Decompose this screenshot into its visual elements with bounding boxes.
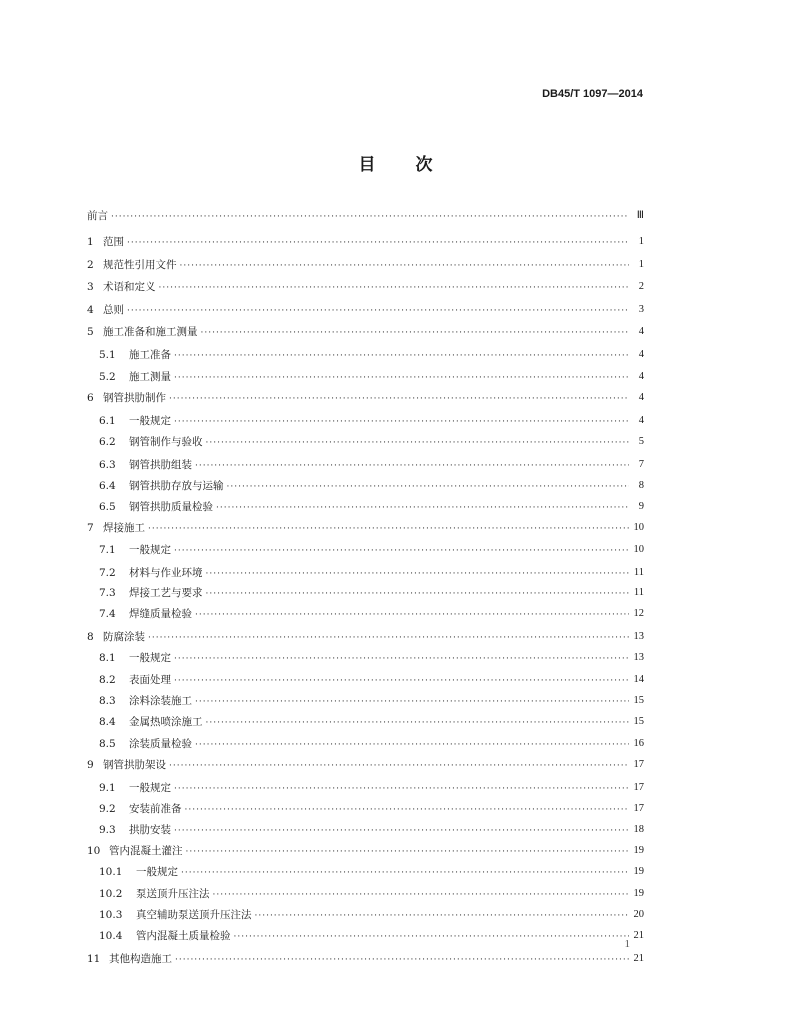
toc-entry-number: 10.2 (99, 888, 123, 900)
toc-entry[interactable] (87, 274, 644, 294)
toc-entry-number: 7.1 (99, 544, 116, 556)
toc-entry-number: 2 (87, 259, 94, 271)
toc-subentry[interactable] (87, 688, 644, 708)
toc-entry-label: 其他构造施工 (109, 953, 172, 965)
toc-entry-number: 6.4 (99, 480, 116, 492)
document-code: DB45/T 1097—2014 (542, 88, 643, 100)
toc-entry-page: Ⅲ (636, 210, 644, 221)
toc-entry-page: 11 (633, 587, 644, 598)
toc-entry-label: 表面处理 (129, 674, 171, 686)
toc-leader-dots (255, 910, 630, 922)
toc-entry-page: 21 (633, 953, 644, 964)
toc-leader-dots (206, 437, 630, 449)
toc-leader-dots (206, 568, 630, 580)
toc-entry[interactable] (87, 838, 644, 858)
toc-entry-number: 7.4 (99, 608, 116, 620)
toc-subentry[interactable] (87, 817, 644, 837)
toc-entry-page: 19 (633, 888, 644, 899)
toc-leader-dots (111, 211, 629, 223)
toc-entry-number: 10.3 (99, 909, 123, 921)
toc-subentry[interactable] (87, 429, 644, 449)
toc-leader-dots (148, 632, 629, 644)
toc-entry-page: 20 (633, 909, 644, 920)
toc-subentry[interactable] (87, 452, 644, 472)
toc-entry-number: 8 (87, 631, 94, 643)
toc-entry-page: 19 (633, 845, 644, 856)
toc-subentry[interactable] (87, 364, 644, 384)
toc-entry-number: 7 (87, 522, 94, 534)
toc-subentry[interactable] (87, 580, 644, 600)
toc-leader-dots (159, 282, 630, 294)
toc-entry-number: 6.3 (99, 459, 116, 471)
toc-entry-number: 8.5 (99, 738, 116, 750)
toc-entry[interactable] (87, 515, 644, 535)
toc-leader-dots (127, 237, 629, 249)
toc-entry-page: 19 (633, 866, 644, 877)
toc-entry-number: 10.4 (99, 930, 123, 942)
toc-entry-label: 术语和定义 (103, 281, 156, 293)
toc-leader-dots (175, 954, 629, 966)
toc-entry-label: 泵送顶升压注法 (136, 888, 210, 900)
toc-entry-number: 8.2 (99, 674, 116, 686)
toc-leader-dots (206, 588, 630, 600)
toc-entry-number: 10.1 (99, 866, 123, 878)
toc-subentry[interactable] (87, 902, 644, 922)
toc-entry-number: 5.1 (99, 349, 116, 361)
toc-leader-dots (174, 416, 629, 428)
toc-leader-dots (174, 350, 629, 362)
toc-entry-label: 施工准备 (129, 349, 171, 361)
toc-leader-dots (206, 717, 630, 729)
toc-leader-dots (213, 889, 630, 901)
title-char-2: 次 (415, 155, 433, 175)
toc-entry-label: 前言 (87, 210, 108, 222)
toc-entry-page: 3 (638, 304, 644, 315)
toc-entry[interactable] (87, 229, 644, 249)
toc-entry-page: 4 (638, 326, 644, 337)
toc-entry-label: 钢管拱肋存放与运输 (129, 480, 224, 492)
toc-entry-number: 3 (87, 281, 94, 293)
toc-entry-page: 4 (638, 415, 644, 426)
toc-entry-page: 21 (633, 930, 644, 941)
toc-entry-label: 安装前准备 (129, 803, 182, 815)
toc-leader-dots (174, 545, 629, 557)
toc-entry-page: 12 (633, 608, 644, 619)
toc-entry-page: 5 (638, 436, 644, 447)
toc-leader-dots (169, 760, 629, 772)
toc-entry-number: 8.3 (99, 695, 116, 707)
toc-entry-label: 焊接施工 (103, 522, 145, 534)
toc-entry-label: 施工测量 (129, 371, 171, 383)
toc-subentry[interactable] (87, 473, 644, 493)
toc-entry-label: 钢管制作与验收 (129, 436, 203, 448)
toc-leader-dots (181, 867, 629, 879)
toc-entry-label: 管内混凝土灌注 (109, 845, 183, 857)
toc-subentry[interactable] (87, 923, 644, 943)
toc-leader-dots (234, 931, 630, 943)
toc-entry-label: 一般规定 (129, 652, 171, 664)
toc-subentry[interactable] (87, 796, 644, 816)
toc-subentry[interactable] (87, 709, 644, 729)
toc-entry-page: 18 (633, 824, 644, 835)
toc-entry-label: 涂装质量检验 (129, 738, 192, 750)
toc-entry-label: 一般规定 (129, 415, 171, 427)
toc-entry-label: 一般规定 (136, 866, 178, 878)
toc-subentry[interactable] (87, 775, 644, 795)
toc-entry-page: 17 (633, 803, 644, 814)
toc-leader-dots (148, 523, 629, 535)
toc-entry-page: 10 (633, 522, 644, 533)
toc-entry-label: 材料与作业环境 (129, 567, 203, 579)
toc-subentry[interactable] (87, 881, 644, 901)
toc-entry-number: 1 (87, 236, 94, 248)
toc-entry-page: 4 (638, 349, 644, 360)
toc-subentry[interactable] (87, 560, 644, 580)
toc-entry-page: 1 (638, 259, 644, 270)
toc-entry-page: 15 (633, 695, 644, 706)
page-title (0, 150, 791, 175)
toc-entry-number: 5 (87, 326, 94, 338)
toc-entry-page: 13 (633, 631, 644, 642)
toc-entry-page: 13 (633, 652, 644, 663)
toc-subentry[interactable] (87, 408, 644, 428)
toc-entry-label: 一般规定 (129, 544, 171, 556)
toc-leader-dots (174, 653, 629, 665)
toc-subentry[interactable] (87, 667, 644, 687)
toc-entry-label: 涂料涂装施工 (129, 695, 192, 707)
toc-entry-page: 9 (638, 501, 644, 512)
toc-entry-number: 4 (87, 304, 94, 316)
toc-entry-label: 一般规定 (129, 782, 171, 794)
toc-leader-dots (127, 305, 629, 317)
toc-entry-label: 范围 (103, 236, 124, 248)
toc-entry-number: 6.5 (99, 501, 116, 513)
toc-leader-dots (195, 696, 629, 708)
toc-entry[interactable] (87, 385, 644, 405)
toc-entry[interactable] (87, 203, 644, 223)
toc-entry-number: 5.2 (99, 371, 116, 383)
toc-leader-dots (169, 393, 629, 405)
footer-page-number: 1 (624, 938, 630, 950)
toc-entry-number: 7.3 (99, 587, 116, 599)
toc-leader-dots (174, 783, 629, 795)
toc-subentry[interactable] (87, 601, 644, 621)
toc-entry-number: 9.2 (99, 803, 116, 815)
toc-entry-number: 7.2 (99, 567, 116, 579)
toc-entry-page: 11 (633, 567, 644, 578)
toc-entry-label: 焊缝质量检验 (129, 608, 192, 620)
toc-entry-page: 10 (633, 544, 644, 555)
toc-subentry[interactable] (87, 342, 644, 362)
toc-subentry[interactable] (87, 645, 644, 665)
toc-entry-label: 钢管拱肋质量检验 (129, 501, 213, 513)
toc-entry-number: 8.4 (99, 716, 116, 728)
toc-entry-page: 17 (633, 782, 644, 793)
toc-entry-page: 1 (638, 236, 644, 247)
toc-entry-number: 9.1 (99, 782, 116, 794)
toc-entry-page: 14 (633, 674, 644, 685)
toc-entry-number: 9 (87, 759, 94, 771)
toc-entry[interactable] (87, 946, 644, 966)
toc-leader-dots (195, 739, 629, 751)
toc-entry-page: 4 (638, 392, 644, 403)
toc-subentry[interactable] (87, 859, 644, 879)
toc-entry-number: 6.1 (99, 415, 116, 427)
toc-leader-dots (180, 260, 630, 272)
toc-entry-label: 规范性引用文件 (103, 259, 177, 271)
toc-entry-page: 4 (638, 371, 644, 382)
toc-entry[interactable] (87, 624, 644, 644)
toc-leader-dots (216, 502, 629, 514)
toc-subentry[interactable] (87, 537, 644, 557)
toc-subentry[interactable] (87, 731, 644, 751)
toc-leader-dots (195, 609, 629, 621)
toc-leader-dots (174, 675, 629, 687)
toc-entry[interactable] (87, 752, 644, 772)
toc-entry-number: 6 (87, 392, 94, 404)
toc-entry-label: 钢管拱肋组装 (129, 459, 192, 471)
toc-entry-label: 管内混凝土质量检验 (136, 930, 231, 942)
toc-entry-label: 总则 (103, 304, 124, 316)
toc-entry-page: 16 (633, 738, 644, 749)
toc-entry-label: 金属热喷涂施工 (129, 716, 203, 728)
toc-entry[interactable] (87, 252, 644, 272)
toc-entry-page: 8 (638, 480, 644, 491)
toc-entry-label: 钢管拱肋架设 (103, 759, 166, 771)
toc-entry-label: 真空辅助泵送顶升压注法 (136, 909, 252, 921)
toc-entry-label: 钢管拱肋制作 (103, 392, 166, 404)
toc-entry-label: 施工准备和施工测量 (103, 326, 198, 338)
toc-leader-dots (201, 327, 630, 339)
toc-entry-page: 2 (638, 281, 644, 292)
toc-leader-dots (227, 481, 630, 493)
toc-leader-dots (185, 804, 630, 816)
title-char-1: 目 (358, 155, 376, 175)
toc-leader-dots (174, 825, 629, 837)
toc-subentry[interactable] (87, 494, 644, 514)
toc-leader-dots (186, 846, 630, 858)
toc-entry-page: 15 (633, 716, 644, 727)
toc-entry-label: 焊接工艺与要求 (129, 587, 203, 599)
toc-entry-number: 8.1 (99, 652, 116, 664)
toc-entry-page: 7 (638, 459, 644, 470)
toc-entry-label: 拱肋安装 (129, 824, 171, 836)
toc-leader-dots (195, 460, 629, 472)
toc-entry-number: 9.3 (99, 824, 116, 836)
toc-entry-number: 10 (87, 845, 101, 857)
toc-entry[interactable] (87, 297, 644, 317)
toc-entry-number: 11 (87, 953, 101, 965)
toc-entry[interactable] (87, 319, 644, 339)
toc-entry-page: 17 (633, 759, 644, 770)
toc-entry-number: 6.2 (99, 436, 116, 448)
toc-leader-dots (174, 372, 629, 384)
toc-entry-label: 防腐涂装 (103, 631, 145, 643)
